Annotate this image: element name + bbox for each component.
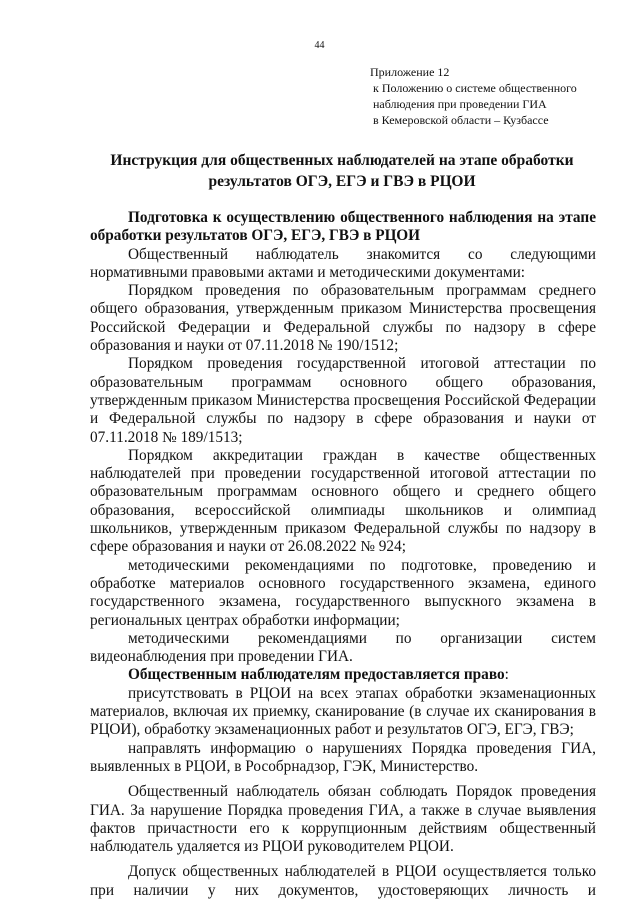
appendix-reference (370, 64, 577, 128)
paragraph-right-report: направлять информацию о нарушениях Порядка проведения ГИА, выявленных в РЦОИ, в Рособрнадзор, ГЭК, Министерство. (90, 739, 596, 775)
paragraph-order-basic: Порядком проведения государственной итоговой аттестации по образовательным программам основного общего образования, утвержденным приказом Министерства просвещения Российской Федерации и Федеральной службы по надзору в сфере образования и науки от 07.11.2018 № 189/1513; (90, 355, 596, 446)
rights-paragraph (90, 666, 596, 684)
appendix-line-2: к Положению о системе общественного (373, 81, 577, 95)
appendix-line-1: Приложение 12 (370, 65, 450, 79)
appendix-line-4: в Кемеровской области – Кузбассе (373, 113, 549, 127)
paragraph-admission: Допуск общественных наблюдателей в РЦОИ осуществляется только при наличии у них документов, удостоверяющих личность и (90, 863, 596, 899)
appendix-line-3: наблюдения при проведении ГИА (373, 97, 547, 111)
paragraph-accreditation: Порядком аккредитации граждан в качестве общественных наблюдателей при проведении государственной итоговой аттестации по образовательным программам основного общего и среднего общего образования, всероссийской олимпиады школьников и олимпиад школьников, утвержденным приказом Федеральной службы по надзору в сфере образования и науки от 26.08.2022 № 924; (90, 446, 596, 556)
document-body (90, 209, 596, 900)
paragraph-obligations: Общественный наблюдатель обязан соблюдать Порядок проведения ГИА. За нарушение Порядка проведения ГИА, а также в случае выявления фактов причастности его к коррупционным действиям общественный наблюдатель удаляется из РЦОИ руководителем РЦОИ. (90, 783, 596, 856)
document-title (90, 150, 594, 192)
title-line-1: Инструкция для общественных наблюдателей на этапе обработки (110, 152, 574, 169)
page-number: 44 (314, 40, 325, 51)
paragraph-intro: Общественный наблюдатель знакомится со следующими нормативными правовыми актами и методическими документами: (90, 245, 596, 281)
rights-colon: : (504, 666, 509, 684)
paragraph-methodical-processing: методическими рекомендациями по подготовке, проведению и обработке материалов основного государственного экзамена, единого государственного экзамена, государственного выпускного экзамена в региональных центрах обработки информации; (90, 556, 596, 629)
title-line-2: результатов ОГЭ, ЕГЭ и ГВЭ в РЦОИ (208, 173, 476, 190)
paragraph-methodical-video: методическими рекомендациями по организации систем видеонаблюдения при проведении ГИА. (90, 629, 596, 666)
section-heading: Подготовка к осуществлению общественного наблюдения на этапе обработки результатов ОГЭ, ЕГЭ, ГВЭ в РЦОИ (90, 209, 596, 245)
paragraph-order-secondary: Порядком проведения по образовательным программам среднего общего образования, утвержденным приказом Министерства просвещения Российской Федерации и Федеральной службы по надзору в сфере образования и науки от 07.11.2018 № 190/1512; (90, 282, 596, 355)
rights-heading: Общественным наблюдателям предоставляется право (128, 666, 505, 684)
paragraph-right-attend: присутствовать в РЦОИ на всех этапах обработки экзаменационных материалов, включая их приемку, сканирование (в случае их сканирования в РЦОИ), обработку экзаменационных работ и результатов ОГЭ, ЕГЭ, ГВЭ; (90, 684, 596, 739)
